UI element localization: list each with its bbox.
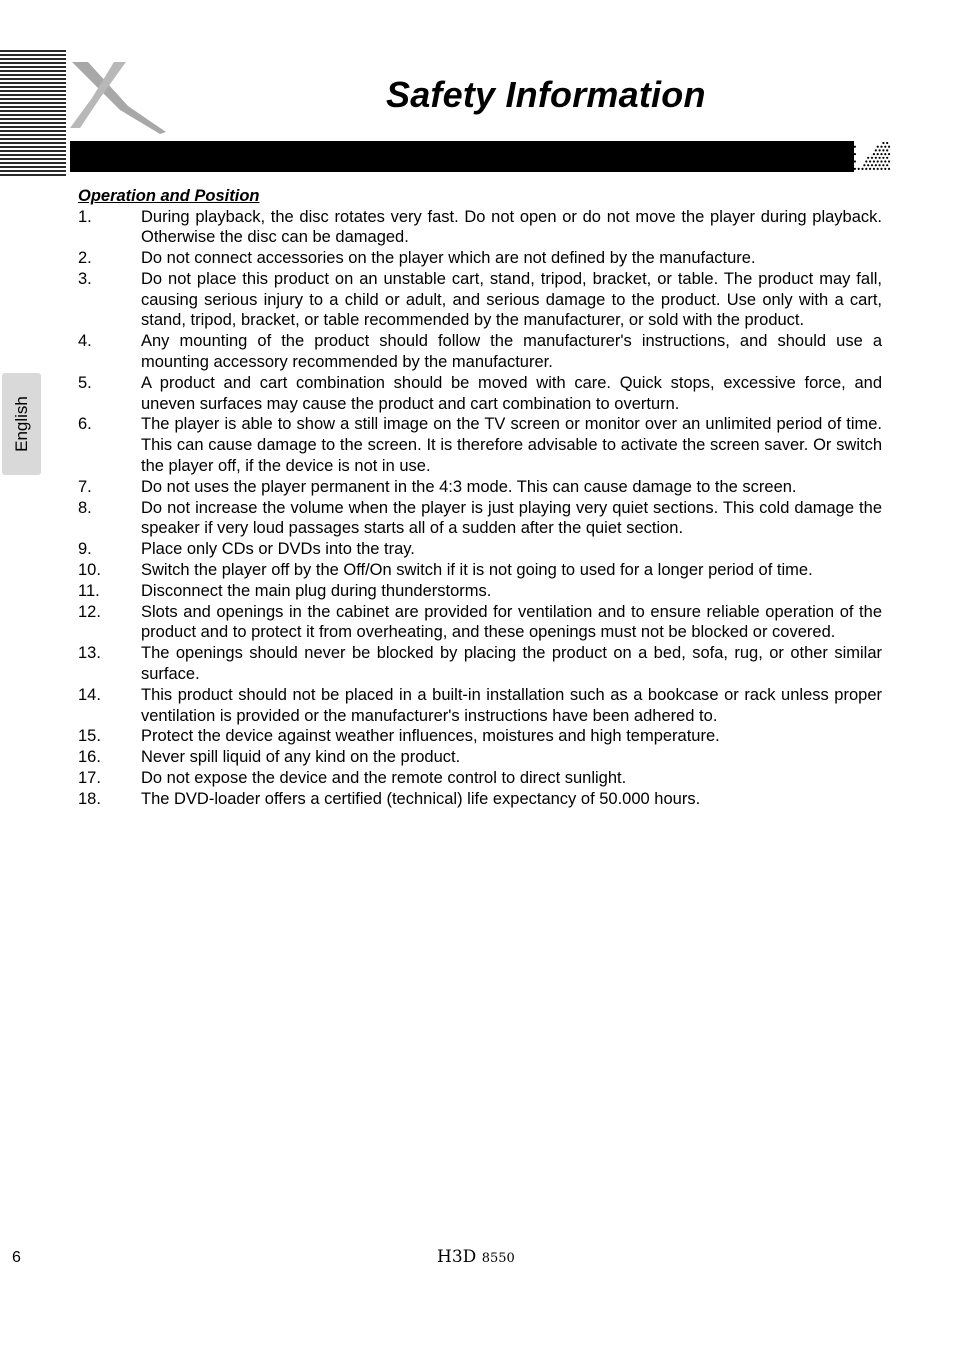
list-item-number: 16.	[78, 748, 101, 767]
brand-logo	[66, 58, 170, 138]
list-item	[78, 560, 882, 581]
list-item-number: 12.	[78, 602, 101, 621]
header-stripes	[0, 50, 66, 178]
language-tab-label: English	[11, 396, 31, 452]
list-item	[78, 789, 882, 810]
list-item-number: 4.	[78, 332, 92, 351]
list-item-text: Do not place this product on an unstable cart, stand, tripod, bracket, or table. The product may fall, causing serious injury to a child or adult, and serious damage to the product. Use only with a cart, stand, tripod, bracket, or table recommended by the manufacturer, or sold with the product.	[141, 269, 882, 330]
document-body	[78, 186, 882, 810]
list-item-number: 13.	[78, 644, 101, 663]
list-item-text: Do not expose the device and the remote control to direct sunlight.	[141, 769, 627, 788]
list-item-text: Any mounting of the product should follow the manufacturer's instructions, and should use a mounting accessory recommended by the manufacturer.	[141, 332, 882, 372]
list-item-text: Do not increase the volume when the player is just playing very quiet sections. This cold damage the speaker if very loud passages starts all of a sudden after the quiet section.	[141, 498, 882, 538]
header-dot-pattern	[850, 141, 890, 172]
list-item	[78, 414, 882, 476]
list-item-number: 5.	[78, 373, 92, 392]
list-item-text: Do not connect accessories on the player which are not defined by the manufacture.	[141, 249, 756, 268]
list-item-text: A product and cart combination should be moved with care. Quick stops, excessive force, and uneven surfaces may cause the product and cart combination to overturn.	[141, 373, 882, 413]
list-item-number: 15.	[78, 727, 101, 746]
list-item-number: 17.	[78, 769, 101, 788]
list-item	[78, 602, 882, 644]
list-item-text: Disconnect the main plug during thunderstorms.	[141, 581, 492, 600]
page-number: 6	[12, 1249, 21, 1266]
list-item-number: 3.	[78, 269, 92, 288]
list-item	[78, 498, 882, 540]
header-bar	[70, 141, 854, 172]
list-item	[78, 685, 882, 727]
list-item-text: The player is able to show a still image on the TV screen or monitor over an unlimited period of time. This can cause damage to the screen. It is therefore advisable to activate the screen saver. Or switch the player off, if the device is not in use.	[141, 415, 882, 476]
list-item-text: During playback, the disc rotates very fast. Do not open or do not move the player during playback. Otherwise the disc can be damaged.	[141, 207, 882, 247]
list-item-number: 11.	[78, 581, 100, 600]
list-item-number: 18.	[78, 789, 101, 808]
list-item-number: 6.	[78, 415, 92, 434]
list-item-text: The openings should never be blocked by placing the product on a bed, sofa, rug, or other similar surface.	[141, 644, 882, 684]
list-item	[78, 269, 882, 331]
page-title: Safety Information	[386, 74, 706, 115]
list-item-text: Do not uses the player permanent in the 4:3 mode. This can cause damage to the screen.	[141, 477, 797, 496]
list-item-text: The DVD-loader offers a certified (technical) life expectancy of 50.000 hours.	[141, 789, 701, 808]
list-item-number: 9.	[78, 540, 92, 559]
list-item-text: Switch the player off by the Off/On switch if it is not going to used for a longer period of time.	[141, 561, 813, 580]
model-name: H3D	[437, 1247, 477, 1267]
list-item-number: 2.	[78, 249, 92, 268]
list-item	[78, 768, 882, 789]
list-item-text: Protect the device against weather influences, moistures and high temperature.	[141, 727, 720, 746]
model-number: 8550	[481, 1251, 515, 1266]
list-item-number: 1.	[78, 207, 92, 226]
list-item	[78, 373, 882, 415]
list-item	[78, 581, 882, 602]
list-item-number: 8.	[78, 498, 92, 517]
list-item	[78, 331, 882, 373]
list-item-text: Place only CDs or DVDs into the tray.	[141, 540, 415, 559]
list-item-text: Never spill liquid of any kind on the product.	[141, 748, 461, 767]
list-item	[78, 248, 882, 269]
list-item	[78, 747, 882, 768]
list-item	[78, 477, 882, 498]
list-item-number: 10.	[78, 561, 101, 580]
list-item-text: This product should not be placed in a built-in installation such as a bookcase or rack unless proper ventilation is provided or the manufacturer's instructions have been adhered to.	[141, 685, 882, 725]
list-item	[78, 726, 882, 747]
list-item	[78, 207, 882, 249]
list-item-number: 7.	[78, 477, 92, 496]
footer-model	[437, 1247, 515, 1267]
section-heading: Operation and Position	[78, 187, 260, 205]
list-item	[78, 539, 882, 560]
list-item-text: Slots and openings in the cabinet are provided for ventilation and to ensure reliable operation of the product and to protect it from overheating, and these openings must not be blocked or covered.	[141, 602, 882, 642]
list-item	[78, 643, 882, 685]
list-item-number: 14.	[78, 685, 101, 704]
language-tab	[2, 373, 41, 475]
safety-list	[78, 207, 882, 810]
